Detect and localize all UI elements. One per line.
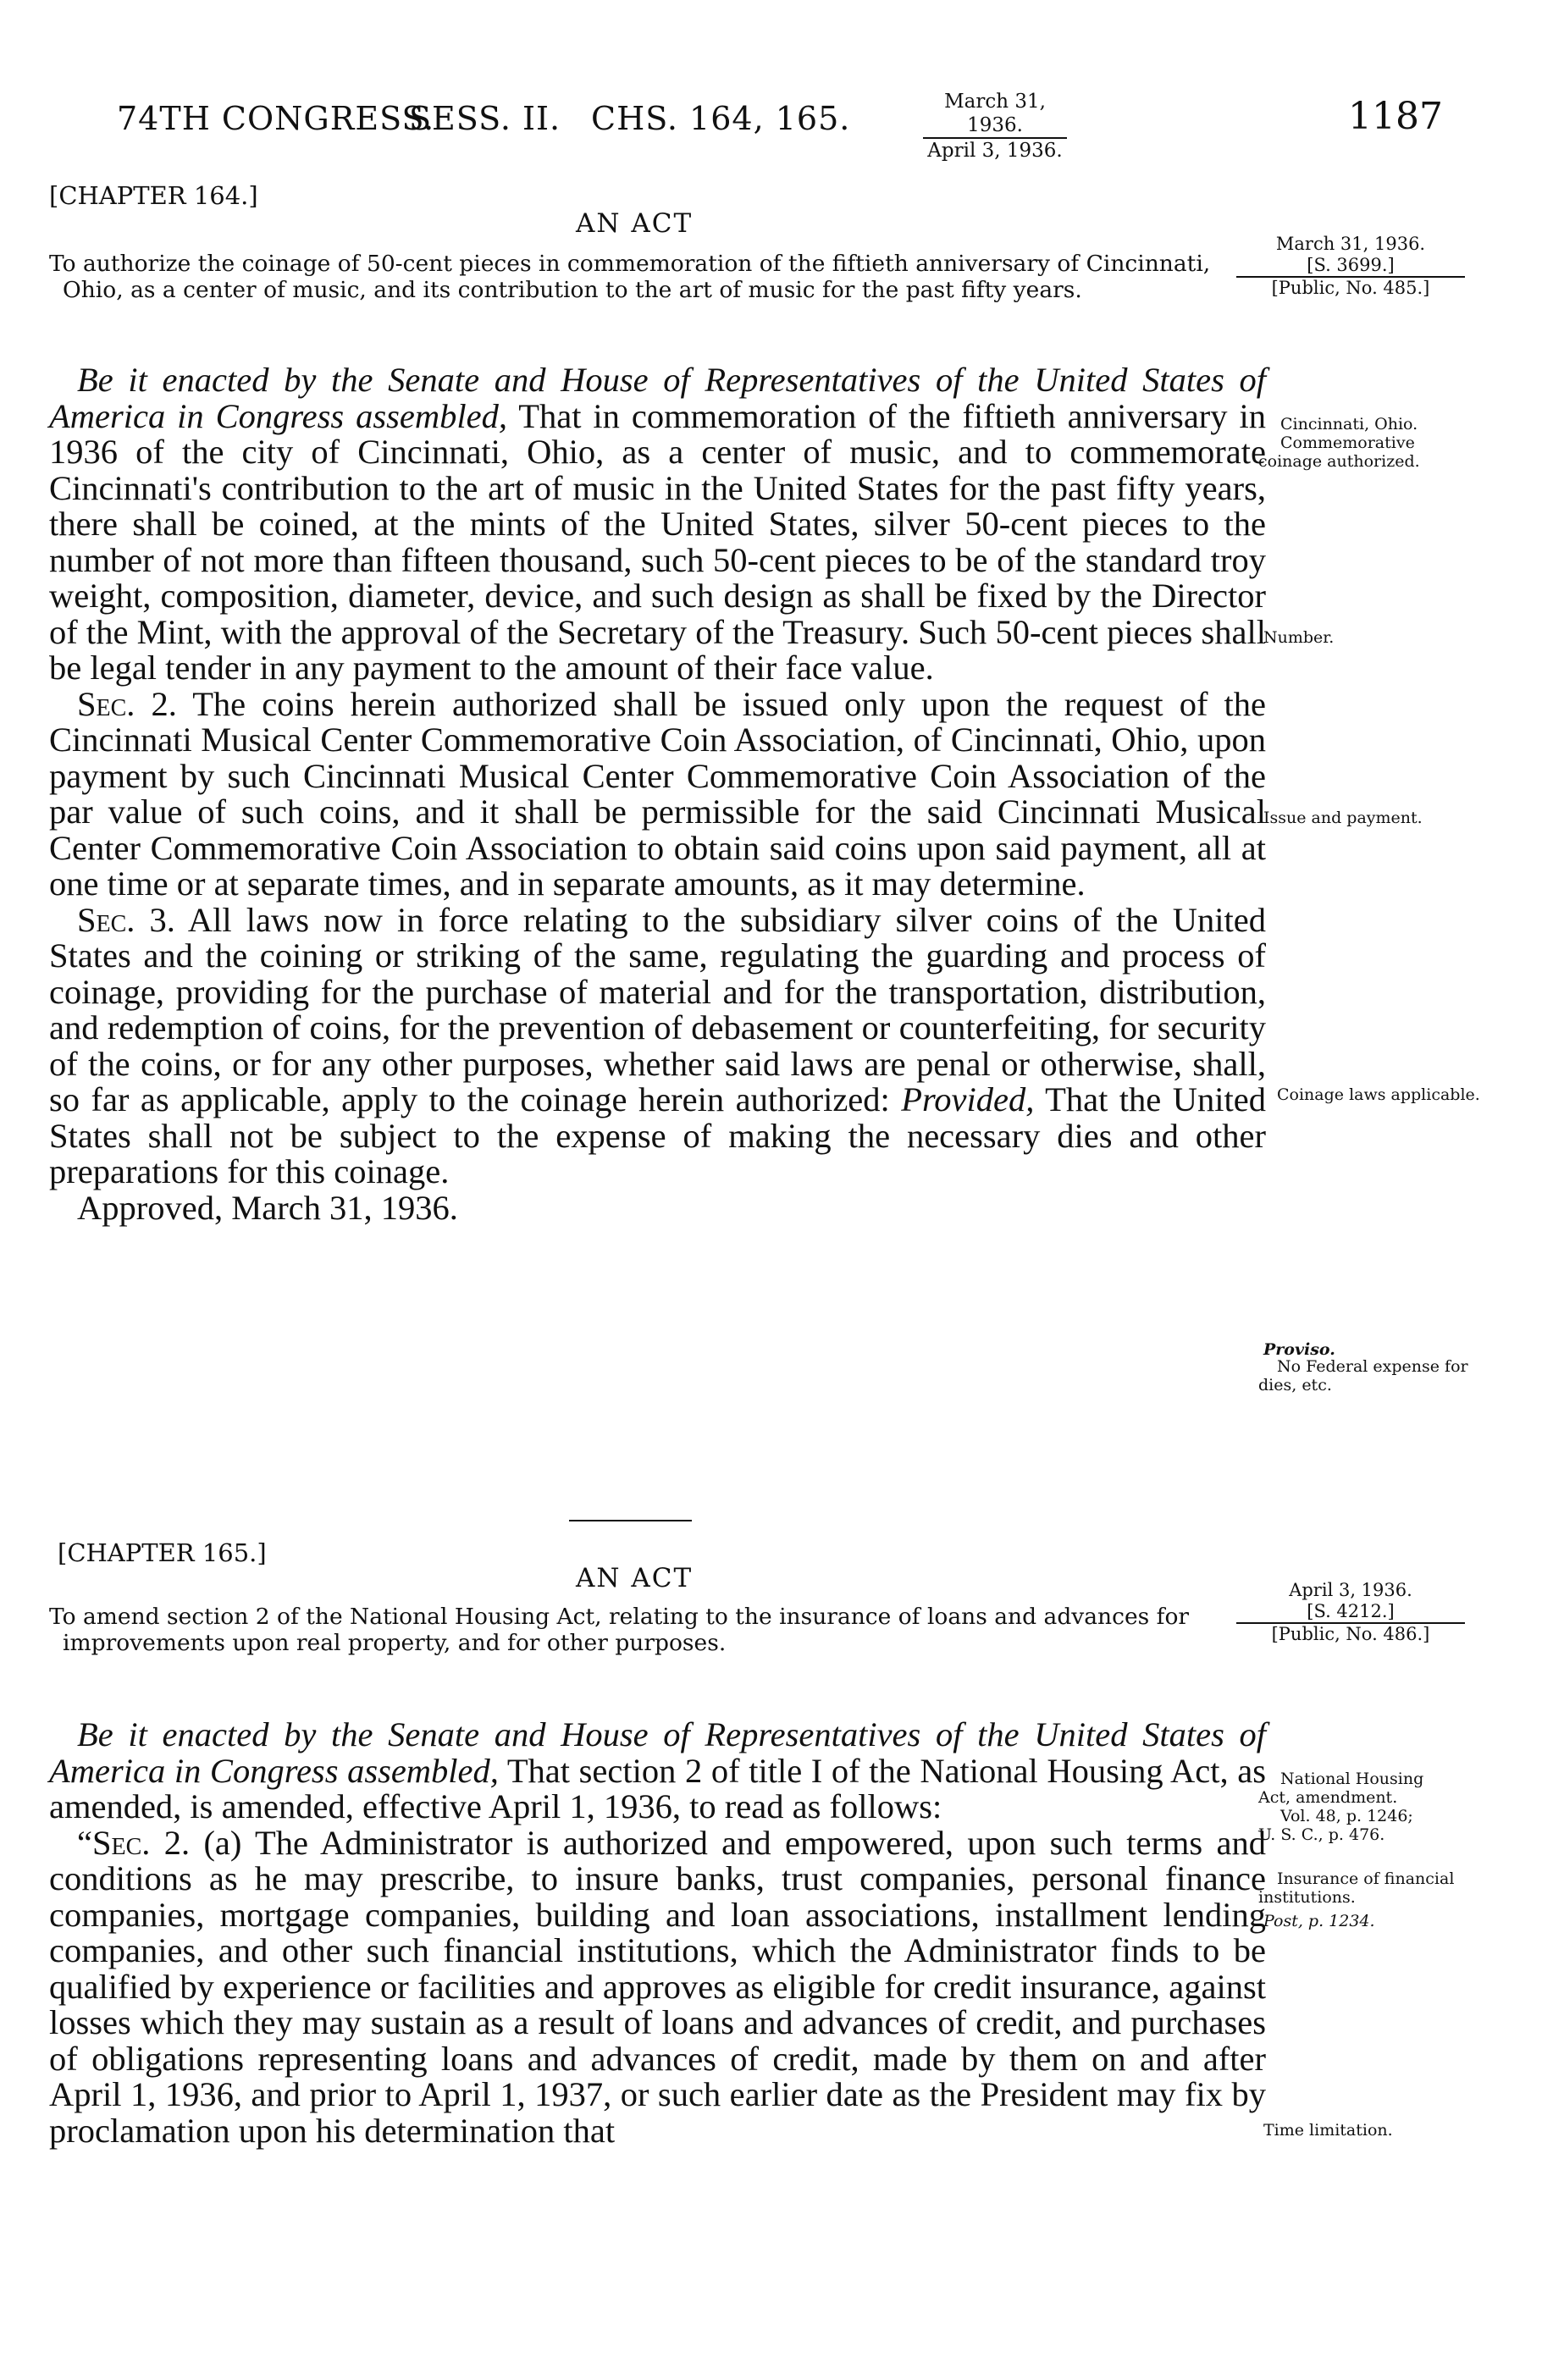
chapter-165-sec-2 bbox=[49, 1825, 1266, 2150]
chapter-164-sec-3-text-b: That the United States shall not be subject to the expense of making the necessary dies and other preparations for this coinage. bbox=[49, 1080, 1266, 1190]
running-header-chapters: CHS. 164, 165. bbox=[591, 100, 851, 137]
margin-note-time-limitation: Time limitation. bbox=[1263, 2121, 1393, 2140]
margin-note-cincinnati-line-1: Cincinnati, Ohio. bbox=[1280, 415, 1418, 433]
chapter-164-approved: Approved, March 31, 1936. bbox=[77, 1188, 458, 1227]
running-header-congress: 74TH CONGRESS. bbox=[117, 100, 435, 137]
chapter-164-para-1-text: That in commemoration of the fiftieth anniversary in 1936 of the city of Cincinnati, Ohio, as a center of music, and to commemorate Cincinnati's contribution to the art of music in the United States for the past fifty years, there shall be coined, at the mints of the United States, silver 50-cent pieces to the number of not more than fifteen thousand, such 50-cent pieces to be of the standard troy weight, composition, diameter, device, and such design as shall be fixed by the Director of the Mint, with the approval of the Secretary of the Treasury. Such 50-cent pieces shall be legal tender in any payment to the amount of their face value. bbox=[49, 396, 1266, 687]
header-date-range bbox=[923, 90, 1067, 163]
page-number: 1187 bbox=[1348, 95, 1443, 138]
chapter-164-body bbox=[49, 362, 1266, 1226]
margin-note-coinage-laws: Coinage laws applicable. bbox=[1277, 1085, 1480, 1104]
chapter-164-sec-2 bbox=[49, 684, 1266, 903]
chapter-164-public: [Public, No. 485.] bbox=[1271, 278, 1430, 298]
chapter-165-sec-2-label: “Sec. 2. bbox=[77, 1823, 191, 1862]
chapter-165-heading: AN ACT bbox=[576, 1563, 694, 1593]
chapter-164-label: [CHAPTER 164.] bbox=[49, 181, 258, 210]
chapter-165-label: [CHAPTER 165.] bbox=[58, 1538, 267, 1567]
chapter-165-body bbox=[49, 1717, 1266, 2149]
chapter-165-public: [Public, No. 486.] bbox=[1271, 1624, 1430, 1644]
chapter-164-sec-3-text-a: All laws now in force relating to the subsidiary silver coins of the United States and the coining or striking of the same, regulating the guarding and process of coinage, providing for the purchase of material and for the transportation, distribution, and redemption of coins, for the prevention of debasement or counterfeiting, for security of the coins, or for any other purposes, whether said laws are penal or otherwise, shall, so far as applicable, apply to the coinage herein authorized: bbox=[49, 900, 1266, 1118]
margin-note-no-federal-expense: No Federal expense for dies, etc. bbox=[1258, 1357, 1468, 1394]
chapter-165-date: April 3, 1936. bbox=[1289, 1580, 1412, 1600]
chapter-164-sec-3-label: Sec. 3. bbox=[77, 900, 175, 939]
chapter-164-proviso-word: Provided, bbox=[901, 1080, 1035, 1118]
margin-note-national-housing-line-2: Act, amendment. bbox=[1258, 1788, 1398, 1807]
chapter-164-para-1 bbox=[49, 362, 1266, 687]
margin-note-post-reference: Post, p. 1234. bbox=[1263, 1912, 1375, 1930]
chapter-164-sec-3 bbox=[49, 900, 1266, 1190]
margin-note-insurance: Insurance of financial institutions. bbox=[1258, 1869, 1455, 1907]
chapter-165-para-1-text: That section 2 of title I of the National Housing Act, as amended, is amended, effective April 1, 1936, to read as follows: bbox=[49, 1751, 1266, 1825]
chapter-164-date: March 31, 1936. bbox=[1275, 234, 1426, 254]
margin-note-cincinnati bbox=[1258, 415, 1512, 471]
margin-note-national-housing-line-1: National Housing bbox=[1280, 1770, 1424, 1788]
chapter-164-sec-2-label: Sec. 2. bbox=[77, 684, 177, 723]
margin-note-cincinnati-line-2: Commemorative bbox=[1280, 433, 1415, 452]
chapter-164-bill: [S. 3699.] bbox=[1236, 255, 1465, 278]
margin-note-cincinnati-line-3: coinage authorized. bbox=[1258, 452, 1420, 471]
chapter-165-para-1 bbox=[49, 1717, 1266, 1825]
chapter-164-sec-2-text: The coins herein authorized shall be issued only upon the request of the Cincinnati Musical Center Commemorative Coin Association, of Cincinnati, Ohio, upon payment by such Cincinnati Musical Center Commemorative Coin Association of the par value of such coins, and it shall be permissible for the said Cincinnati Musical Center Commemorative Coin Association to obtain said coins upon said payment, all at one time or at separate times, and in separate amounts, as it may determine. bbox=[49, 684, 1266, 903]
chapter-165-sec-2-text: (a) The Administrator is authorized and empowered, upon such terms and conditions as he may prescribe, to insure banks, trust companies, personal finance companies, mortgage companies, building and loan associations, installment lending companies, and other such financial institutions, which the Administrator finds to be qualified by experience or facilities and approves as eligible for credit insurance, against losses which they may sustain as a result of loans and advances of credit, and purchases of obligations representing loans and advances of credit, made by them on and after April 1, 1936, and prior to April 1, 1937, or such earlier date as the President may fix by proclamation upon his determination that bbox=[49, 1823, 1266, 2150]
chapter-164-dates bbox=[1236, 234, 1465, 299]
header-date-top: March 31, 1936. bbox=[944, 91, 1046, 136]
chapter-164-enacting-clause: Be it enacted by the Senate and House of Representatives of the United States of America in Congress assembled, bbox=[49, 361, 1266, 435]
margin-note-national-housing bbox=[1258, 1770, 1512, 1844]
running-header-session: SESS. II. bbox=[409, 100, 561, 137]
chapter-165-summary: To amend section 2 of the National Housing Act, relating to the insurance of loans and advances for improvements upon real property, and for other purposes. bbox=[49, 1604, 1190, 1656]
margin-note-number: Number. bbox=[1263, 628, 1335, 647]
margin-note-issue-payment: Issue and payment. bbox=[1263, 809, 1423, 827]
margin-note-vol-reference: Vol. 48, p. 1246; bbox=[1280, 1807, 1413, 1825]
chapter-165-enacting-clause: Be it enacted by the Senate and House of Representatives of the United States of America in Congress assembled, bbox=[49, 1715, 1266, 1790]
chapter-separator-rule bbox=[569, 1520, 692, 1521]
header-date-bottom: April 3, 1936. bbox=[923, 137, 1067, 163]
margin-note-proviso: Proviso. bbox=[1263, 1340, 1335, 1359]
chapter-165-dates bbox=[1236, 1580, 1465, 1645]
margin-note-usc-reference: U. S. C., p. 476. bbox=[1258, 1825, 1385, 1844]
chapter-164-heading: AN ACT bbox=[576, 208, 694, 239]
chapter-164-summary: To authorize the coinage of 50-cent pieces in commemoration of the fiftieth anniversary of Cincinnati, Ohio, as a center of music, and its contribution to the art of music for the past fifty years. bbox=[49, 251, 1211, 303]
chapter-165-bill: [S. 4212.] bbox=[1236, 1601, 1465, 1624]
